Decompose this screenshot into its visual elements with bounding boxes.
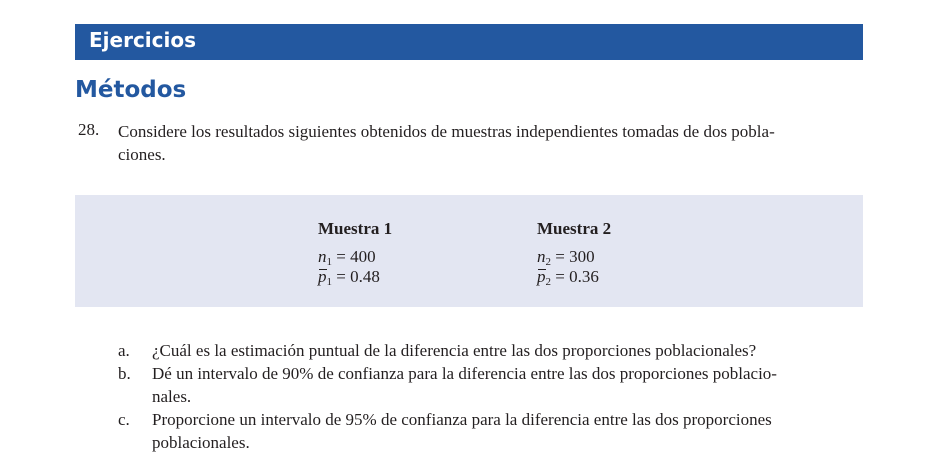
n-symbol: n: [318, 247, 327, 266]
question-c: [118, 408, 863, 454]
question-letter: c.: [118, 410, 130, 429]
p-subscript: 2: [545, 276, 551, 288]
p-bar-symbol: p: [537, 267, 546, 286]
question-line: Proporcione un intervalo de 95% de confianza para la diferencia entre las dos proporciones: [152, 410, 772, 429]
sample-1-column: [318, 219, 392, 287]
n-subscript: 2: [545, 256, 551, 268]
question-letter: b.: [118, 364, 131, 383]
p-bar-symbol: p: [318, 267, 327, 286]
n-value: = 300: [555, 247, 595, 266]
sample-2-header: Muestra 2: [537, 219, 612, 238]
p-value: = 0.36: [555, 267, 599, 286]
sample-1-proportion: [318, 267, 392, 287]
n-symbol: n: [537, 247, 546, 266]
sample-data-box: [75, 195, 863, 307]
sample-2-size: [537, 247, 611, 267]
section-title: Métodos: [75, 77, 187, 103]
question-letter: a.: [118, 341, 130, 360]
question-b: [118, 362, 863, 408]
sample-1-header: Muestra 1: [318, 219, 393, 238]
sample-2-column: [537, 219, 611, 287]
exercise-statement: [118, 120, 863, 166]
exercise-line: ciones.: [118, 145, 166, 164]
question-line: Dé un intervalo de 90% de confianza para la diferencia entre las dos proporciones poblacio-: [152, 364, 777, 383]
banner-title: Ejercicios: [89, 28, 197, 52]
question-line: poblacionales.: [152, 433, 250, 452]
sample-2-proportion: [537, 267, 611, 287]
p-value: = 0.48: [336, 267, 380, 286]
exercise-line: Considere los resultados siguientes obtenidos de muestras independientes tomadas de dos pobla-: [118, 122, 775, 141]
question-a: [118, 339, 863, 362]
p-subscript: 1: [326, 276, 332, 288]
exercise-number: 28.: [78, 120, 100, 139]
question-line: nales.: [152, 387, 192, 406]
exercises-banner: [75, 24, 863, 60]
sample-1-size: [318, 247, 392, 267]
n-subscript: 1: [326, 256, 332, 268]
question-line: ¿Cuál es la estimación puntual de la diferencia entre las dos proporciones poblacionales?: [152, 341, 757, 360]
n-value: = 400: [336, 247, 376, 266]
question-list: [118, 339, 863, 454]
